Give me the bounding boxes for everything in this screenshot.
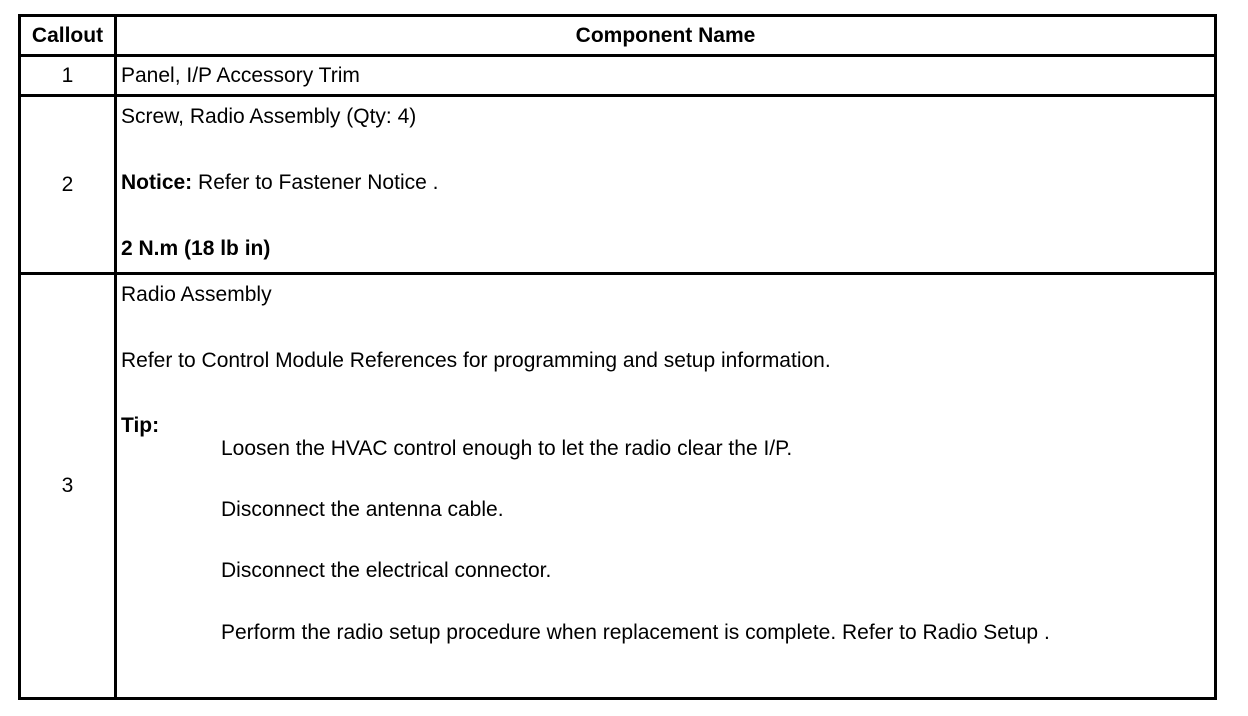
notice-label: Notice: [121,171,193,195]
component-cell [116,56,1216,96]
notice-text: Refer to Fastener Notice . [192,171,439,195]
callout-number: 3 [20,274,116,699]
tip-item: Loosen the HVAC control enough to let the radio clear the I/P. [221,437,793,461]
component-title: Radio Assembly [121,283,272,306]
component-cell [116,274,1216,699]
component-title: Panel, I/P Accessory Trim [121,64,360,87]
tip-item: Disconnect the antenna cable. [221,498,504,522]
torque-spec: 2 N.m (18 lb in) [121,237,271,261]
tip-label: Tip: [121,414,160,438]
table-row [20,96,1216,274]
table-header-row [20,16,1216,56]
reference-text: Refer to Control Module References for programming and setup information. [121,349,831,373]
callout-column-header: Callout [20,16,116,56]
notice-line [121,171,1214,194]
callout-number: 1 [20,56,116,96]
component-title: Screw, Radio Assembly (Qty: 4) [121,105,417,128]
component-cell [116,96,1216,274]
component-name-column-header: Component Name [116,16,1216,56]
tip-item: Disconnect the electrical connector. [221,559,552,583]
table-row [20,274,1216,699]
callout-number: 2 [20,96,116,274]
tip-item: Perform the radio setup procedure when replacement is complete. Refer to Radio Setup . [221,620,1050,644]
table-row [20,56,1216,96]
component-table [18,14,1217,700]
